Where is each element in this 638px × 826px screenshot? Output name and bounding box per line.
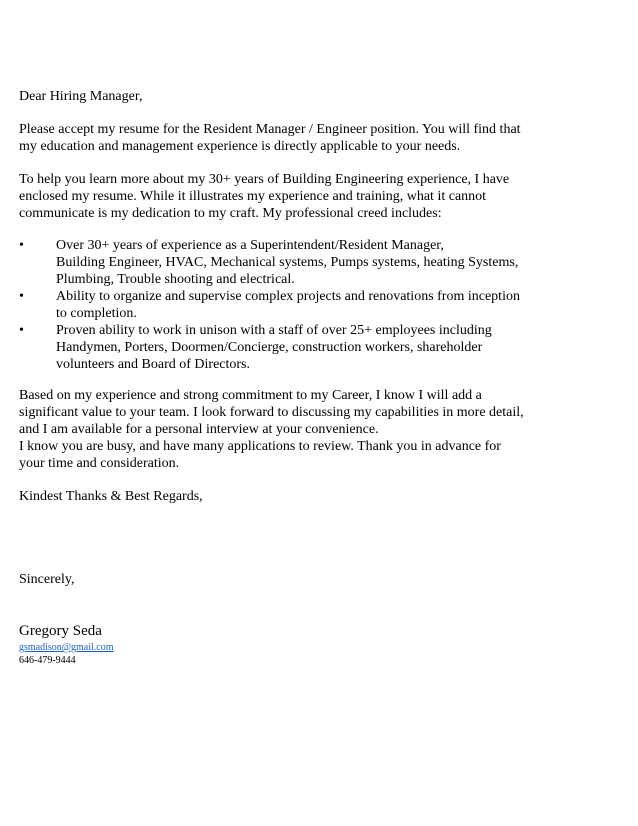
bullet-point-3: • [19,323,24,338]
paragraph-3-line-5: your time and consideration. [19,456,180,471]
bullet-2-line-2: to completion. [56,306,137,321]
closing-sincerely: Sincerely, [19,572,75,587]
bullet-2-line-1: Ability to organize and supervise complex projects and renovations from inception [56,289,520,304]
bullet-3-line-1: Proven ability to work in unison with a staff of over 25+ employees including [56,323,492,338]
paragraph-2-line-3: communicate is my dedication to my craft. My professional creed includes: [19,206,442,221]
paragraph-3-line-3: and I am available for a personal interview at your convenience. [19,422,379,437]
bullet-1-line-1: Over 30+ years of experience as a Superintendent/Resident Manager, [56,238,444,253]
phone-number: 646-479-9444 [19,655,76,666]
paragraph-3-line-1: Based on my experience and strong commitment to my Career, I know I will add a [19,388,482,403]
paragraph-1-line-2: my education and management experience is directly applicable to your needs. [19,139,461,154]
paragraph-1-line-1: Please accept my resume for the Resident Manager / Engineer position. You will find that [19,122,521,137]
email-link[interactable]: gsmadison@gmail.com [19,642,114,653]
paragraph-2-line-2: enclosed my resume. While it illustrates my experience and training, what it cannot [19,189,487,204]
salutation: Dear Hiring Manager, [19,89,143,104]
paragraph-3-line-2: significant value to your team. I look forward to discussing my capabilities in more detail, [19,405,524,420]
bullet-3-line-2: Handymen, Porters, Doormen/Concierge, construction workers, shareholder [56,340,483,355]
signature-name: Gregory Seda [19,623,102,639]
bullet-point-2: • [19,289,24,304]
paragraph-2-line-1: To help you learn more about my 30+ years of Building Engineering experience, I have [19,172,510,187]
bullet-1-line-2: Building Engineer, HVAC, Mechanical systems, Pumps systems, heating Systems, [56,255,519,270]
bullet-point-1: • [19,238,24,253]
bullet-3-line-3: volunteers and Board of Directors. [56,357,250,372]
closing-regards: Kindest Thanks & Best Regards, [19,489,203,504]
paragraph-3-line-4: I know you are busy, and have many applications to review. Thank you in advance for [19,439,501,454]
bullet-1-line-3: Plumbing, Trouble shooting and electrical. [56,272,295,287]
